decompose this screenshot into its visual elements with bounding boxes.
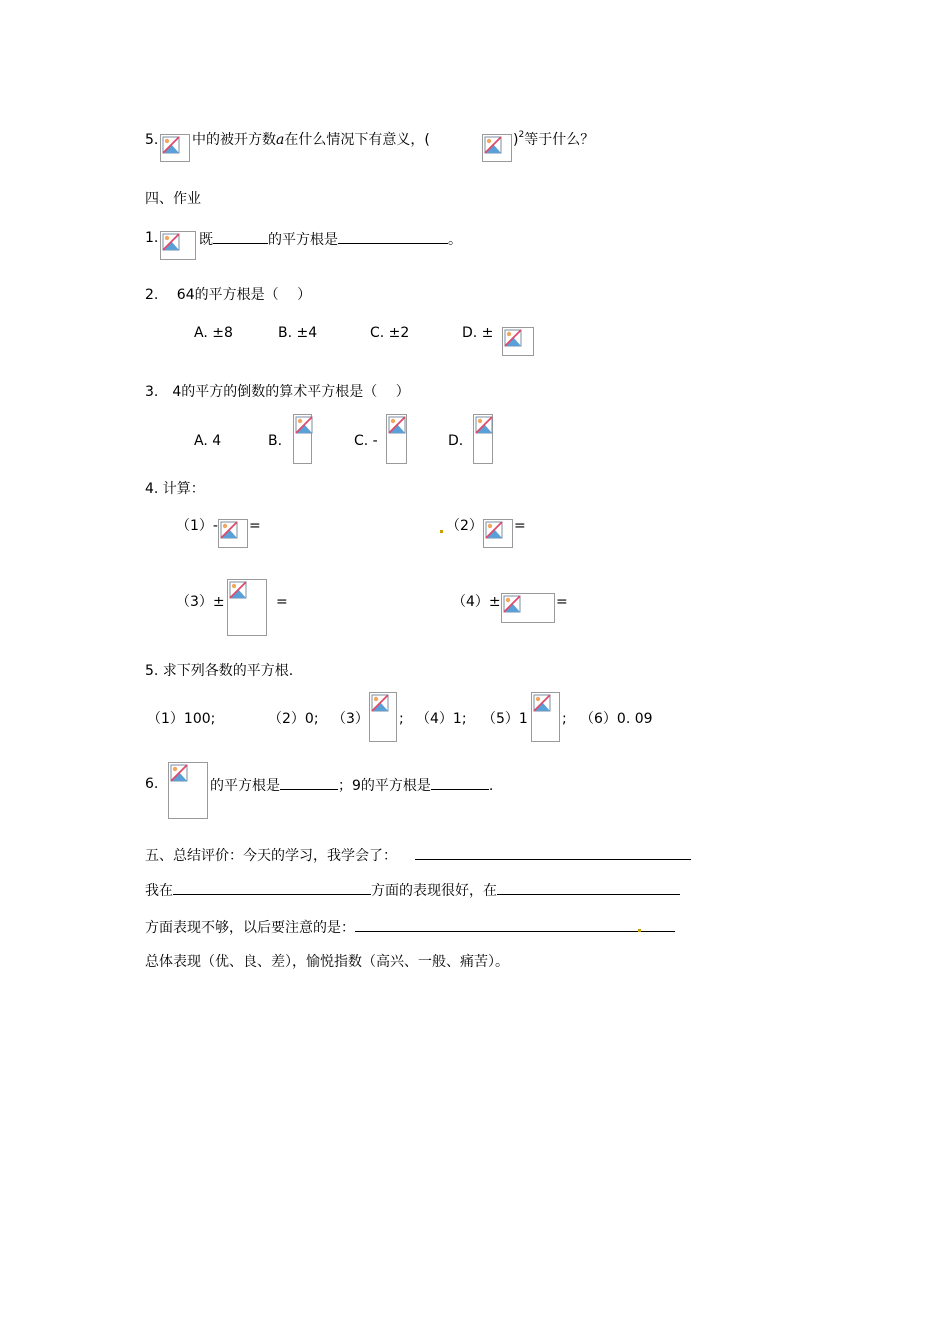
hw-4-stem: 4. 计算：	[145, 481, 205, 497]
equals-sign: =	[514, 518, 526, 534]
equals-sign: =	[249, 518, 261, 534]
broken-image-icon	[160, 134, 190, 162]
hw-5-stem: 5. 求下列各数的平方根.	[145, 663, 294, 679]
hw-6-number: 6.	[145, 776, 159, 792]
section-5-heading: 五、总结评价：今天的学习，我学会了：	[145, 845, 691, 865]
section-4-heading: 四、作业	[145, 191, 201, 207]
broken-image-icon	[227, 579, 267, 636]
answer-blank[interactable]	[280, 775, 338, 790]
hw-3-stem: 3. 4的平方的倒数的算术平方根是（ ）	[145, 384, 410, 400]
question-number: 5.	[145, 132, 159, 148]
summary-line-3: 方面表现不够，以后要注意的是：	[145, 917, 675, 937]
answer-blank[interactable]	[415, 845, 691, 860]
item-3: （3）	[332, 711, 369, 727]
broken-image-icon	[293, 414, 312, 464]
broken-image-icon	[483, 519, 513, 548]
stray-mark	[440, 530, 443, 533]
answer-blank[interactable]	[338, 229, 448, 244]
option-d: D.	[448, 433, 464, 449]
question-5-line	[145, 131, 158, 149]
item-1: （1）100;	[147, 711, 216, 727]
stray-mark	[638, 929, 641, 932]
broken-image-icon	[501, 593, 555, 623]
semicolon: ;	[562, 711, 567, 727]
semicolon: ;	[399, 711, 404, 727]
option-a: A. 4	[194, 433, 222, 449]
hw-1-number: 1.	[145, 230, 159, 246]
calc-3-label: （3）±	[176, 594, 225, 610]
summary-line-4: 总体表现（优、良、差），愉悦指数（高兴、一般、痛苦）。	[145, 954, 509, 970]
hw-6-text: 的平方根是 ；9的平方根是 .	[210, 775, 493, 795]
equals-sign: =	[556, 594, 568, 610]
option-c: C. -	[354, 433, 378, 449]
calc-2-label: （2）	[446, 518, 483, 534]
broken-image-icon	[369, 692, 397, 742]
calc-1-label: （1）-	[176, 518, 218, 534]
option-c: C. ±2	[370, 325, 410, 341]
hw-1-text: 既 的平方根是 。	[199, 229, 462, 249]
answer-blank[interactable]	[355, 917, 675, 932]
hw-2-stem: 2. 64的平方根是（ ）	[145, 287, 312, 303]
broken-image-icon	[386, 414, 407, 464]
calc-4-label: （4）±	[452, 594, 501, 610]
broken-image-icon	[502, 327, 534, 356]
broken-image-icon	[473, 414, 493, 464]
option-b: B. ±4	[278, 325, 318, 341]
question-5-tail: )$^2$等于什么？	[513, 130, 595, 148]
answer-blank[interactable]	[213, 229, 268, 244]
question-5-text: 中的被开方数a在什么情况下有意义，(	[192, 132, 430, 148]
item-4: （4）1;	[416, 711, 467, 727]
broken-image-icon	[482, 134, 512, 162]
broken-image-icon	[531, 692, 560, 742]
answer-blank[interactable]	[431, 775, 489, 790]
broken-image-icon	[168, 762, 208, 819]
equals-sign: =	[276, 594, 288, 610]
option-a: A. ±8	[194, 325, 233, 341]
option-b: B.	[268, 433, 283, 449]
broken-image-icon	[218, 519, 248, 548]
item-2: （2）0;	[268, 711, 319, 727]
answer-blank[interactable]	[497, 880, 680, 895]
summary-line-2: 我在 方面的表现很好，在	[145, 880, 680, 900]
answer-blank[interactable]	[173, 880, 371, 895]
item-5: （5）1	[482, 711, 528, 727]
item-6: （6）0. 09	[580, 711, 653, 727]
option-d: D. ±	[462, 325, 494, 341]
broken-image-icon	[160, 231, 196, 260]
